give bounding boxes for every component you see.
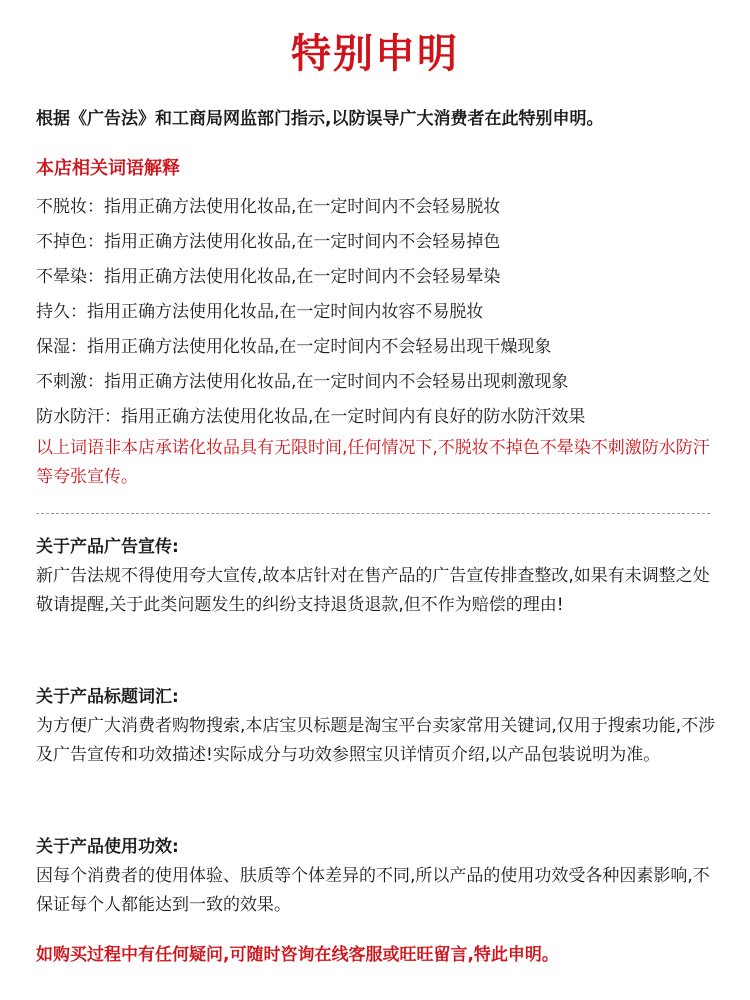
dashed-divider — [36, 513, 710, 514]
term-separator: ： — [87, 197, 104, 217]
section-body: 因每个消费者的使用体验、肤质等个体差异的不同,所以产品的使用功效受各种因素影响,不保证每个人都能达到一致的效果。 — [36, 866, 710, 915]
term-definition: 指用正确方法使用化妆品,在一定时间内不会轻易掉色 — [104, 232, 501, 252]
term-definition: 指用正确方法使用化妆品,在一定时间内不会轻易出现刺激现象 — [104, 372, 569, 392]
term-label: 防水防汗 — [36, 407, 104, 427]
terms-heading: 本店相关词语解释 — [36, 158, 180, 179]
term-definition: 指用正确方法使用化妆品,在一定时间内不会轻易脱妆 — [104, 197, 501, 217]
term-definition: 指用正确方法使用化妆品,在一定时间内有良好的防水防汗效果 — [121, 407, 586, 427]
page-title: 特别申明 — [291, 31, 459, 77]
section-body: 新广告法规不得使用夸大宣传,故本店针对在售产品的广告宣传排查整改,如果有未调整之处敬请提醒,关于此类问题发生的纠纷支持退货退款,但不作为赔偿的理由! — [36, 566, 710, 615]
term-label: 不刺激 — [36, 372, 87, 392]
term-separator: ： — [70, 302, 87, 322]
term-item — [36, 330, 726, 365]
section-heading: 关于产品使用功效: — [36, 837, 179, 857]
section-usage-effect — [36, 832, 726, 920]
term-item — [36, 190, 726, 225]
section-body: 为方便广大消费者购物搜索,本店宝贝标题是淘宝平台卖家常用关键词,仅用于搜索功能,不涉及广告宣传和功效描述!实际成分与功效参照宝贝详情页介绍,以产品包装说明为准。 — [36, 716, 716, 765]
term-definition: 指用正确方法使用化妆品,在一定时间内不会轻易晕染 — [104, 267, 501, 287]
term-item — [36, 260, 726, 295]
section-ad-promotion — [36, 532, 726, 620]
term-separator: ： — [87, 267, 104, 287]
term-label: 不掉色 — [36, 232, 87, 252]
term-separator: ： — [87, 372, 104, 392]
term-definition: 指用正确方法使用化妆品,在一定时间内不会轻易出现干燥现象 — [87, 337, 552, 357]
closing-statement: 如购买过程中有任何疑问,可随时咨询在线客服或旺旺留言,特此申明。 — [36, 945, 559, 965]
term-definition: 指用正确方法使用化妆品,在一定时间内妆容不易脱妆 — [87, 302, 484, 322]
term-label: 不脱妆 — [36, 197, 87, 217]
term-label: 保湿 — [36, 337, 70, 357]
term-separator: ： — [87, 232, 104, 252]
term-item — [36, 295, 726, 330]
term-label: 不晕染 — [36, 267, 87, 287]
term-item — [36, 365, 726, 400]
section-heading: 关于产品标题词汇: — [36, 687, 179, 707]
term-separator: ： — [104, 407, 121, 427]
term-item — [36, 225, 726, 260]
terms-list — [36, 190, 726, 435]
intro-statement: 根据《广告法》和工商局网监部门指示,以防误导广大消费者在此特别申明。 — [36, 109, 604, 129]
section-heading: 关于产品广告宣传: — [36, 537, 179, 557]
term-separator: ： — [70, 337, 87, 357]
section-title-keywords — [36, 682, 726, 770]
term-item — [36, 400, 726, 435]
term-label: 持久 — [36, 302, 70, 322]
terms-notice: 以上词语非本店承诺化妆品具有无限时间,任何情况下,不脱妆不掉色不晕染不刺激防水防汗等夸张宣传。 — [36, 438, 710, 487]
